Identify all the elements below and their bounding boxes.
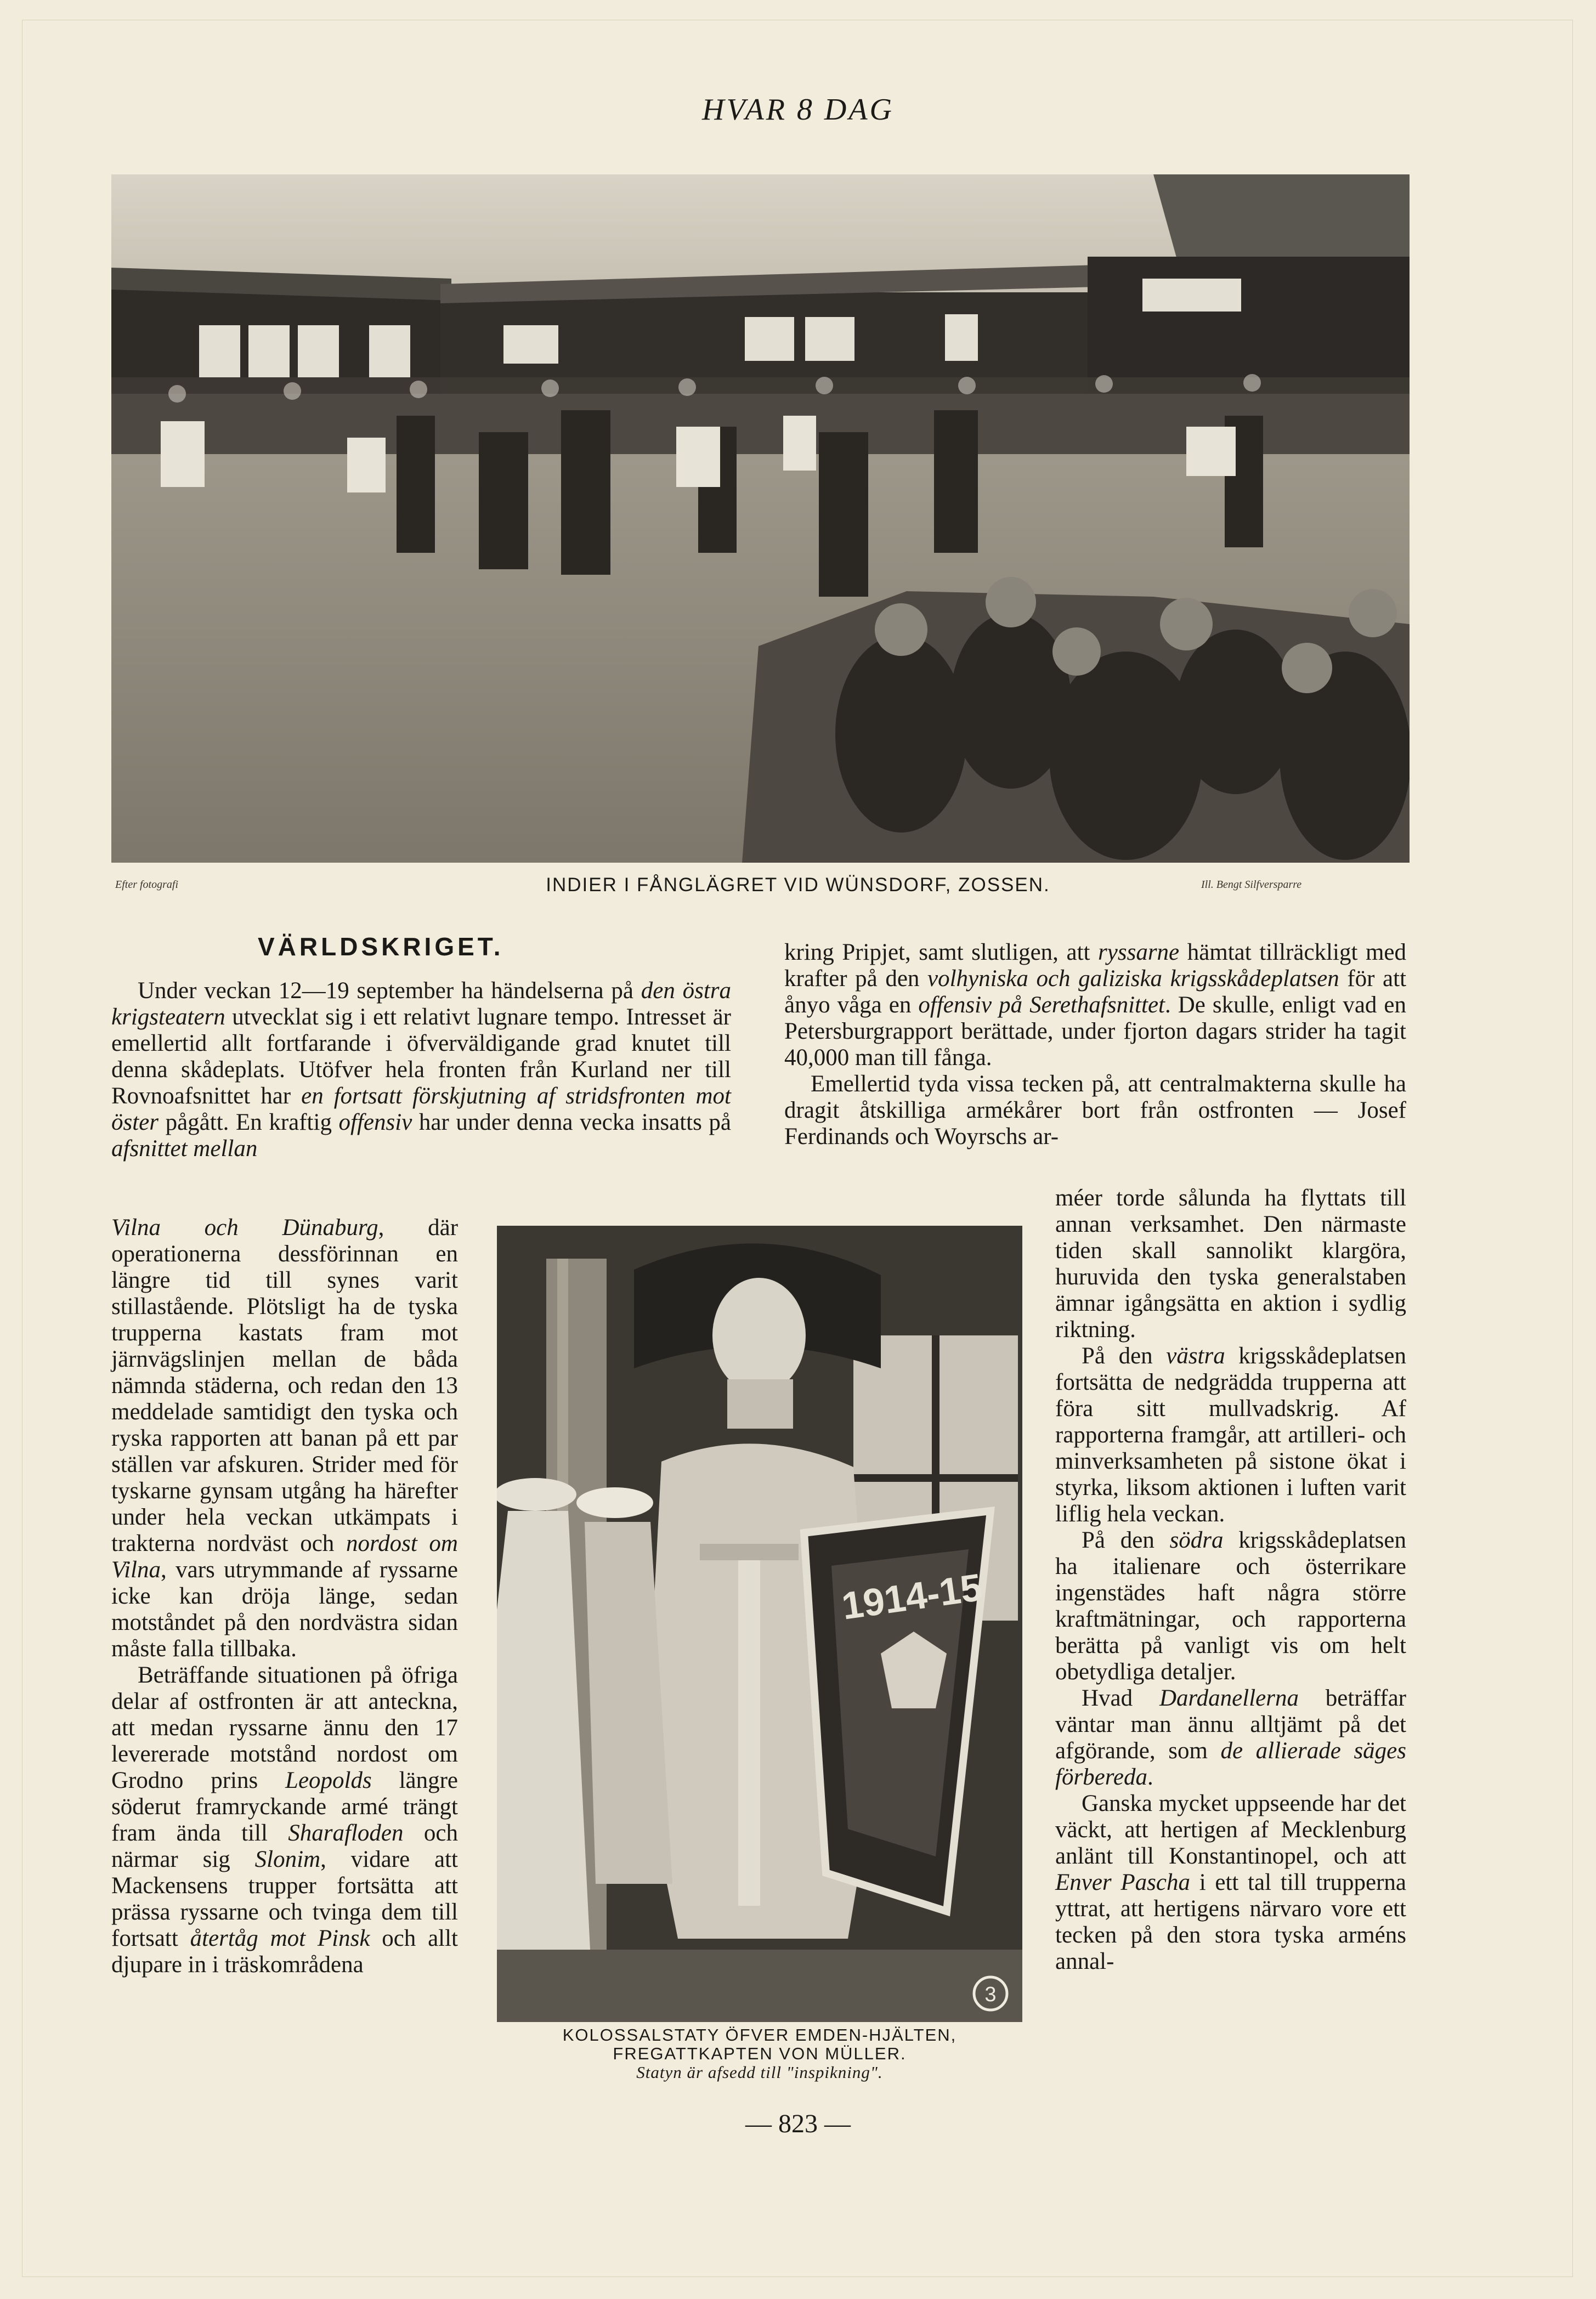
photo-number-badge: 3 — [984, 1983, 997, 2006]
paragraph: Hvad Dardanellerna beträffar väntar man ännu alltjämt på det afgörande, som de allierade säges förbereda. — [1055, 1685, 1406, 1790]
paragraph: Under veckan 12—19 september ha händelserna på den östra krigsteatern utvecklat sig i ett relativt lugnare tempo. Intresset är emellertid allt fortfarande i öfverväldigande grad knutet till denna skådeplats. Utöfver hela fronten från Kurland ner till Rovnoafsnittet har en fortsatt förskjutning af stridsfronten mot öster pågått. En kraftig offensiv har under denna vecka insatts på afsnittet mellan — [111, 978, 732, 1162]
article-text-left-bottom — [111, 1215, 458, 1978]
paragraph: Beträffande situationen på öfriga delar af ostfronten är att anteckna, att medan ryssarne ännu den 17 levererade motstånd nordost om Grodno prins Leopolds längre söderut framryckande armé trängt fram ända till Sharafloden och närmar sig Slonim, vidare att Mackensens trupper fortsätta att prässa ryssarne och tvinga dem till fortsatt återtåg mot Pinsk och allt djupare in i träskområdena — [111, 1662, 459, 1978]
photo-credit-left: Efter fotografi — [115, 879, 178, 891]
running-head: HVAR 8 DAG — [702, 93, 894, 127]
shield-year: 1914-15 — [839, 1565, 985, 1628]
article-heading: VÄRLDSKRIGET. — [258, 932, 504, 961]
article-text-left-top — [111, 978, 731, 1162]
paragraph: kring Pripjet, samt slutligen, att ryssarne hämtat tillräckligt med krafter på den volhyniska och galiziska krigsskådeplatsen för att ånyo våga en offensiv på Serethafsnittet. De skulle, enligt vad en Petersburgrapport berättade, under fjorton dagars strider ha tagit 40,000 man till fånga. — [784, 939, 1407, 1071]
paragraph: På den västra krigsskådeplatsen fortsätta de nedgrädda trupperna att föra sitt mullvadskrig. Af rapporterna framgår, att artilleri- och minverksamheten på sistone ökat i styrka, liksom aktionen i luften varit liflig hela veckan. — [1055, 1343, 1407, 1527]
paragraph: Ganska mycket uppseende har det väckt, att hertigen af Mecklenburg anlänt till Konstantinopel, och att Enver Pascha i ett tal till trupperna yttrat, att hertigens närvaro vore ett tecken på den stora tyska arméns annal- — [1055, 1791, 1407, 1974]
paragraph: På den södra krigsskådeplatsen ha italienare och österrikare ingenstädes haft några större kraftmätningar, och rapporterna berätta på vanligt vis om helt obetydliga detaljer. — [1055, 1527, 1406, 1685]
paragraph: Vilna och Dünaburg, där operationerna dessförinnan en längre tid till synes varit stillastående. Plötsligt ha de tyska trupperna kastats fram mot järnvägslinjen mellan de båda nämnda städerna, och redan den 13 meddelade samtidigt den tyska och ryska rapporten att banan på ett par ställen var afskuren. Strider med för tyskarne gynsam utgång ha härefter under hela veckan utkämpats i trakterna nordväst och nordost om Vilna, vars utrymmande af ryssarne icke kan dröja länge, sedan motståndet på den nordvästra sidan måste falla tillbaka. — [111, 1215, 459, 1662]
page-number: — 823 — — [745, 2109, 851, 2138]
article-text-right-bottom — [1055, 1185, 1406, 1975]
statue-photograph — [497, 1226, 1022, 2022]
statue-photo-caption — [497, 2026, 1022, 2082]
camp-photo-caption: INDIER I FÅNGLÄGRET VID WÜNSDORF, ZOSSEN. — [546, 874, 1050, 896]
paragraph: méer torde sålunda ha flyttats till annan verksamhet. Den närmaste tiden skall sannolikt klargöra, huruvida den tyska generalstaben ämnar igångsätta en aktion i sydlig riktning. — [1055, 1185, 1406, 1343]
photo-credit-right: Ill. Bengt Silfversparre — [1201, 879, 1302, 891]
caption-line: KOLOSSALSTATY ÖFVER EMDEN-HJÄLTEN, — [562, 2025, 957, 2045]
caption-subline: Statyn är afsedd till "inspikning". — [636, 2063, 883, 2082]
caption-line: FREGATTKAPTEN VON MÜLLER. — [613, 2044, 907, 2063]
article-text-right-top — [784, 939, 1406, 1150]
camp-photograph — [111, 174, 1410, 863]
paragraph: Emellertid tyda vissa tecken på, att centralmakterna skulle ha dragit åtskilliga armékårer bort från ostfronten — Josef Ferdinands och Woyrschs ar- — [784, 1071, 1406, 1150]
